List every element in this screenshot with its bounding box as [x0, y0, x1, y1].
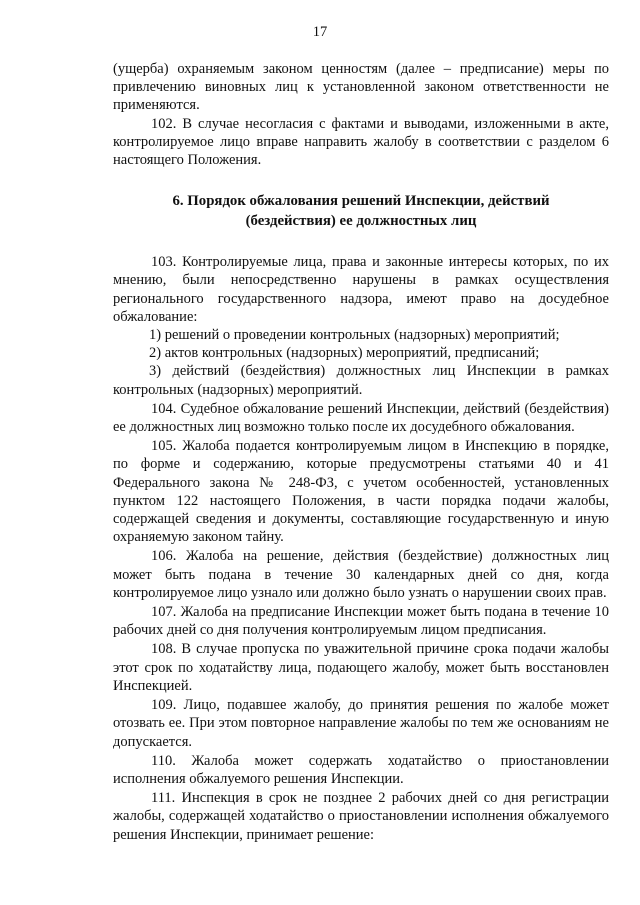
page-number: 17: [312, 24, 328, 40]
heading-spacer: [113, 231, 609, 253]
paragraph-102: 102. В случае несогласия с фактами и выводами, изложенными в акте, контролируемое лицо вправе направить жалобу в соответствии с разделом 6 настоящего Положения.: [113, 115, 609, 169]
paragraph-109: 109. Лицо, подавшее жалобу, до принятия решения по жалобе может отозвать ее. При этом повторное направление жалобы по тем же основаниям не допускается.: [113, 697, 609, 750]
section-heading-line-2: (бездействия) ее должностных лиц: [245, 213, 477, 230]
paragraph-105: 105. Жалоба подается контролируемым лицом в Инспекцию в порядке, по форме и содержанию, которые предусмотрены статьями 40 и 41 Федерального закона № 248-ФЗ, с учетом особенностей, установленных пунктом 122 настоящего Положения, в части порядка подачи жалобы, содержащей сведения и документы, составляющие государственную и иную охраняемую законом тайну.: [113, 438, 609, 546]
list-item-2: 2) актов контрольных (надзорных) мероприятий, предписаний;: [149, 345, 540, 362]
paragraph-104: 104. Судебное обжалование решений Инспекции, действий (бездействия) ее должностных лиц возможно только после их досудебного обжалования.: [113, 400, 609, 436]
paragraph-107: 107. Жалоба на предписание Инспекции может быть подана в течение 10 рабочих дней со дня получения контролируемым лицом предписания.: [113, 604, 609, 639]
section-heading: [113, 191, 609, 231]
paragraph-continuation: (ущерба) охраняемым законом ценностям (далее – предписание) меры по привлечению виновных лиц к установленной законом ответственности не применяются.: [113, 61, 609, 114]
paragraph-106: 106. Жалоба на решение, действия (бездействие) должностных лиц может быть подана в течение 30 календарных дней со дня, когда контролируемое лицо узнало или должно было узнать о нарушении своих прав.: [113, 548, 609, 601]
list-item-3: 3) действий (бездействия) должностных лиц Инспекции в рамках контрольных (надзорных) мероприятий.: [113, 363, 609, 398]
paragraph-108: 108. В случае пропуска по уважительной причине срока подачи жалобы этот срок по ходатайству лица, подающего жалобу, может быть восстановлен Инспекцией.: [113, 641, 609, 694]
document-body: [113, 60, 609, 844]
list-item-1: 1) решений о проведении контрольных (надзорных) мероприятий;: [149, 327, 560, 344]
paragraph-110: 110. Жалоба может содержать ходатайство о приостановлении исполнения обжалуемого решения Инспекции.: [113, 752, 609, 787]
paragraph-103: 103. Контролируемые лица, права и законные интересы которых, по их мнению, были непосредственно нарушены в рамках осуществления регионального государственного надзора, имеют право на досудебное обжалование:: [113, 254, 609, 325]
section-heading-line-1: 6. Порядок обжалования решений Инспекции, действий: [172, 193, 550, 210]
paragraph-111: 111. Инспекция в срок не позднее 2 рабочих дней со дня регистрации жалобы, содержащей ходатайство о приостановлении исполнения обжалуемого решения Инспекции, принимает решение:: [113, 790, 609, 843]
